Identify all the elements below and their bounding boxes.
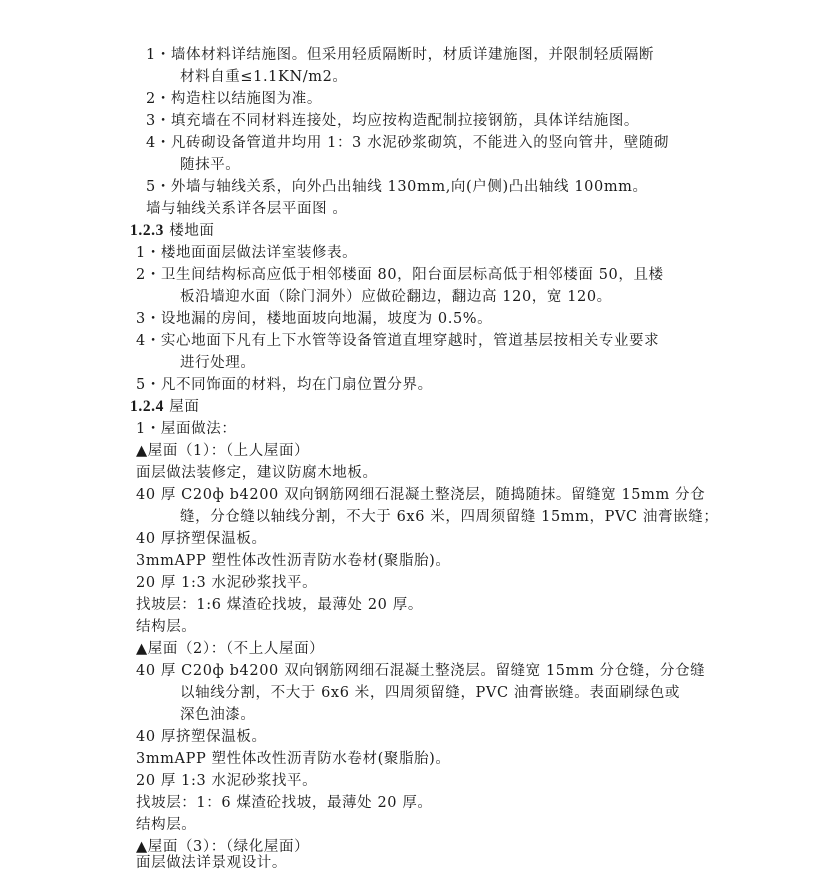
roof-layer: 20 厚 1:3 水泥砂浆找平。 xyxy=(136,575,318,591)
floor-item-3: 3・设地漏的房间，楼地面坡向地漏，坡度为 0.5%。 xyxy=(136,311,493,327)
roof-layer: 找坡层：1:6 煤渣砼找坡，最薄处 20 厚。 xyxy=(136,597,423,613)
roof-layer-cont: 深色油漆。 xyxy=(180,707,256,723)
floor-item-1: 1・楼地面面层做法详室装修表。 xyxy=(136,245,358,261)
roof-layer: 3mmAPP 塑性体改性沥青防水卷材(聚脂胎)。 xyxy=(136,553,451,569)
wall-item-4-cont: 随抹平。 xyxy=(180,157,241,173)
roof-layer: 找坡层：1：6 煤渣砼找坡，最薄处 20 厚。 xyxy=(136,795,433,811)
floor-item-4: 4・实心地面下凡有上下水管等设备管道直埋穿越时，管道基层按相关专业要求 xyxy=(136,333,660,349)
section-number: 1.2.4 xyxy=(130,398,164,415)
roof-layer: 结构层。 xyxy=(136,619,197,635)
roof-layer: 面层做法详景观设计。 xyxy=(136,855,287,871)
wall-item-3: 3・填充墙在不同材料连接处，均应按构造配制拉接钢筋，具体详结施图。 xyxy=(146,113,640,129)
wall-item-1-cont: 材料自重≤1.1KN/m2。 xyxy=(180,69,348,85)
roof-item-1: 1・屋面做法： xyxy=(136,421,237,437)
roof-layer: 20 厚 1:3 水泥砂浆找平。 xyxy=(136,773,318,789)
roof-layer: 40 厚 C20ф b4200 双向钢筋网细石混凝土整浇层，随捣随抹。留缝宽 15mm 分仓 xyxy=(136,487,706,503)
floor-item-2-cont: 板沿墙迎水面（除门洞外）应做砼翻边，翻边高 120，宽 120。 xyxy=(180,289,612,305)
roof-layer: 3mmAPP 塑性体改性沥青防水卷材(聚脂胎)。 xyxy=(136,751,451,767)
section-title: 屋面 xyxy=(169,399,200,415)
section-heading-floor xyxy=(130,220,215,242)
roof-type-1-heading: ▲屋面（1）：（上人屋面） xyxy=(136,443,310,459)
floor-item-4-cont: 进行处理。 xyxy=(180,355,256,371)
roof-layer: 40 厚挤塑保温板。 xyxy=(136,531,267,547)
wall-item-4: 4・凡砖砌设备管道井均用 1：3 水泥砂浆砌筑，不能进入的竖向管井，壁随砌 xyxy=(146,135,670,151)
wall-item-5: 5・外墙与轴线关系，向外凸出轴线 130mm,向(户侧)凸出轴线 100mm。 xyxy=(146,179,648,195)
wall-item-1: 1・墙体材料详结施图。但采用轻质隔断时，材质详建施图，并限制轻质隔断 xyxy=(146,47,655,63)
roof-layer: 结构层。 xyxy=(136,817,197,833)
floor-item-5: 5・凡不同饰面的材料，均在门扇位置分界。 xyxy=(136,377,433,393)
roof-layer: 40 厚 C20ф b4200 双向钢筋网细石混凝土整浇层。留缝宽 15mm 分仓缝，分仓缝 xyxy=(136,663,706,679)
floor-item-2: 2・卫生间结构标高应低于相邻楼面 80，阳台面层标高低于相邻楼面 50，且楼 xyxy=(136,267,664,283)
roof-layer: 40 厚挤塑保温板。 xyxy=(136,729,267,745)
roof-layer-cont: 以轴线分割，不大于 6x6 米，四周须留缝，PVC 油膏嵌缝。表面刷绿色或 xyxy=(180,685,680,701)
section-title: 楼地面 xyxy=(169,223,215,239)
roof-type-3-heading: ▲屋面（3）：（绿化屋面） xyxy=(136,839,310,855)
section-number: 1.2.3 xyxy=(130,222,164,239)
wall-item-2: 2・构造柱以结施图为准。 xyxy=(146,91,322,107)
section-heading-roof xyxy=(130,396,199,418)
roof-type-2-heading: ▲屋面（2）：（不上人屋面） xyxy=(136,641,325,657)
roof-layer-cont: 缝，分仓缝以轴线分割，不大于 6x6 米，四周须留缝 15mm，PVC 油膏嵌缝； xyxy=(180,509,719,525)
roof-layer: 面层做法装修定，建议防腐木地板。 xyxy=(136,465,378,481)
wall-axis-note: 墙与轴线关系详各层平面图 。 xyxy=(146,201,348,217)
